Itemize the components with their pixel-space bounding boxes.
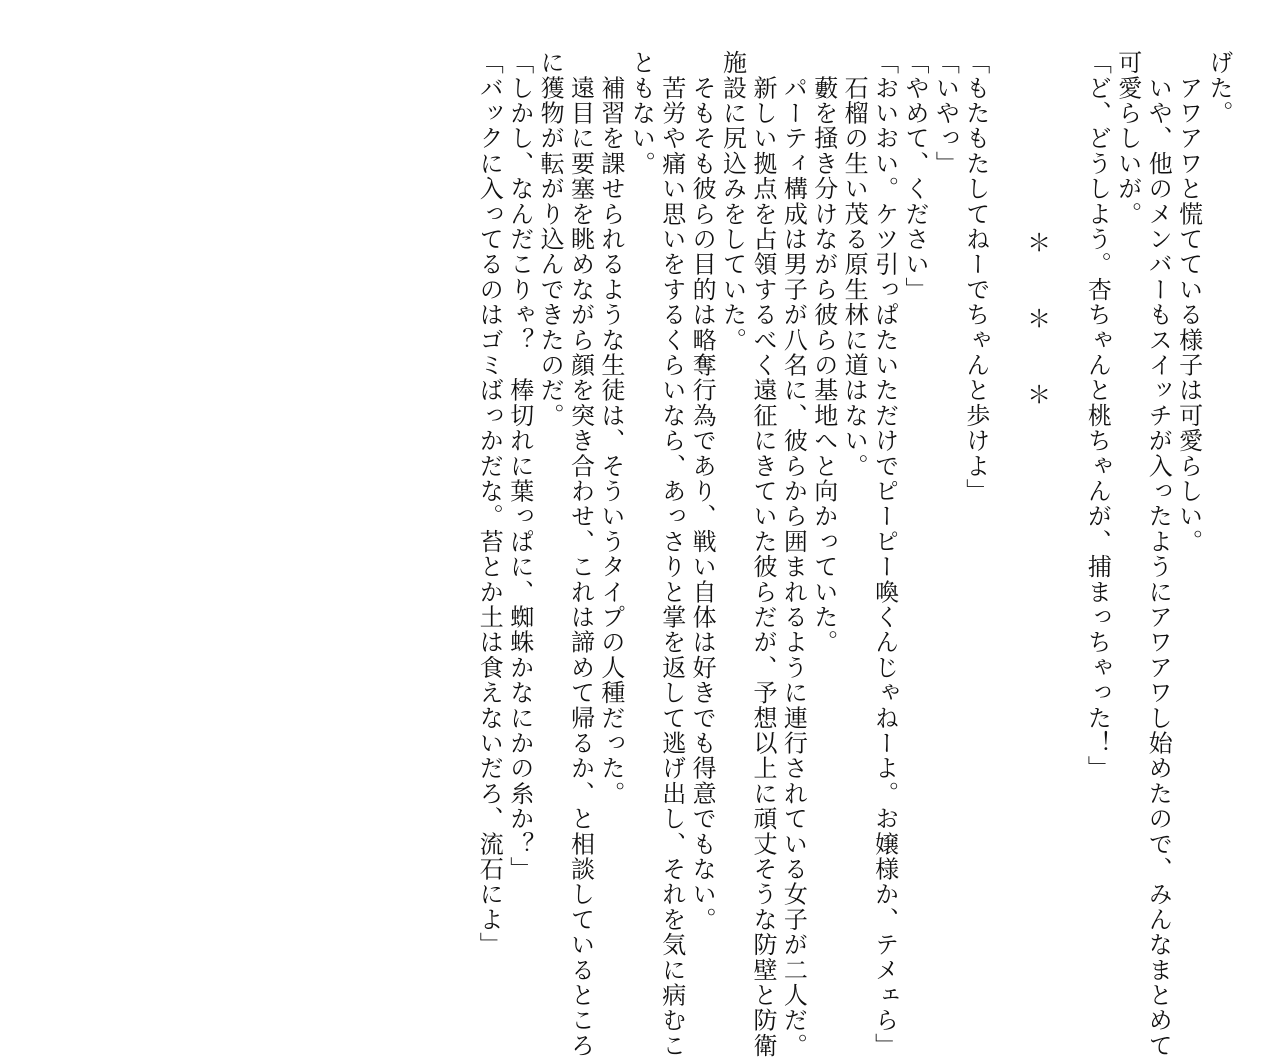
text-line: 「いやっ」: [931, 50, 960, 176]
text-line: 「おいおい。ケツ引っぱたいただけでピーピー喚くんじゃねーよ。お嬢様か、テメェら」: [870, 50, 899, 1058]
text-line: パーティ構成は男子が八名に、彼らから囲まれるように連行されている女子が二人だ。: [779, 50, 808, 1058]
text-line: 「ど、どうしよう。杏ちゃんと桃ちゃんが、捕まっちゃった！」: [1083, 50, 1112, 781]
blank-line: [1052, 50, 1082, 1010]
text-line: 新しい拠点を占領するべく遠征にきていた彼らだが、予想以上に頑丈そうな防壁と防衛: [748, 50, 777, 1058]
text-line: 遠目に要塞を眺めながら顔を突き合わせ、これは諦めて帰るか、と相談しているところ: [566, 50, 595, 1058]
text-line: 「しかし、なんだこりゃ？ 棒切れに葉っぱに、蜘蛛かなにかの糸か？」: [505, 50, 534, 882]
text-line: 施設に尻込みをしていた。: [718, 50, 747, 353]
text-line: アワアワと慌てている様子は可愛らしい。: [1174, 50, 1203, 554]
text-line: いや、他のメンバーもスイッチが入ったようにアワアワし始めたので、みんなまとめて: [1144, 50, 1173, 1058]
text-line: 苦労や痛い思いをするくらいなら、あっさりと掌を返して逃げ出し、それを気に病むこ: [657, 50, 686, 1058]
scene-separator: ＊ ＊ ＊: [1022, 230, 1051, 420]
text-line: 「バックに入ってるのはゴミばっかだな。苔とか土は食えないだろ、流石によ」: [475, 50, 504, 958]
text-line: そもそも彼らの目的は略奪行為であり、戦い自体は好きでも得意でもない。: [688, 50, 717, 932]
text-line: に獲物が転がり込んできたのだ。: [536, 50, 565, 428]
text-line: げた。: [1205, 50, 1233, 126]
text-line: 「もたもたしてねーでちゃんと歩けよ」: [961, 50, 990, 504]
text-line: 可愛らしいが。: [1113, 50, 1142, 227]
text-line: 藪を掻き分けながら彼らの基地へと向かっていた。: [809, 50, 838, 655]
vertical-text-body: [474, 50, 1234, 1058]
text-line: ともない。: [627, 50, 656, 176]
text-line: 「やめて、ください」: [900, 50, 929, 302]
text-line: 石榴の生い茂る原生林に道はない。: [840, 50, 869, 479]
blank-line: [991, 50, 1021, 1010]
text-line: 補習を課せられるような生徒は、そういうタイプの人種だった。: [596, 50, 625, 806]
